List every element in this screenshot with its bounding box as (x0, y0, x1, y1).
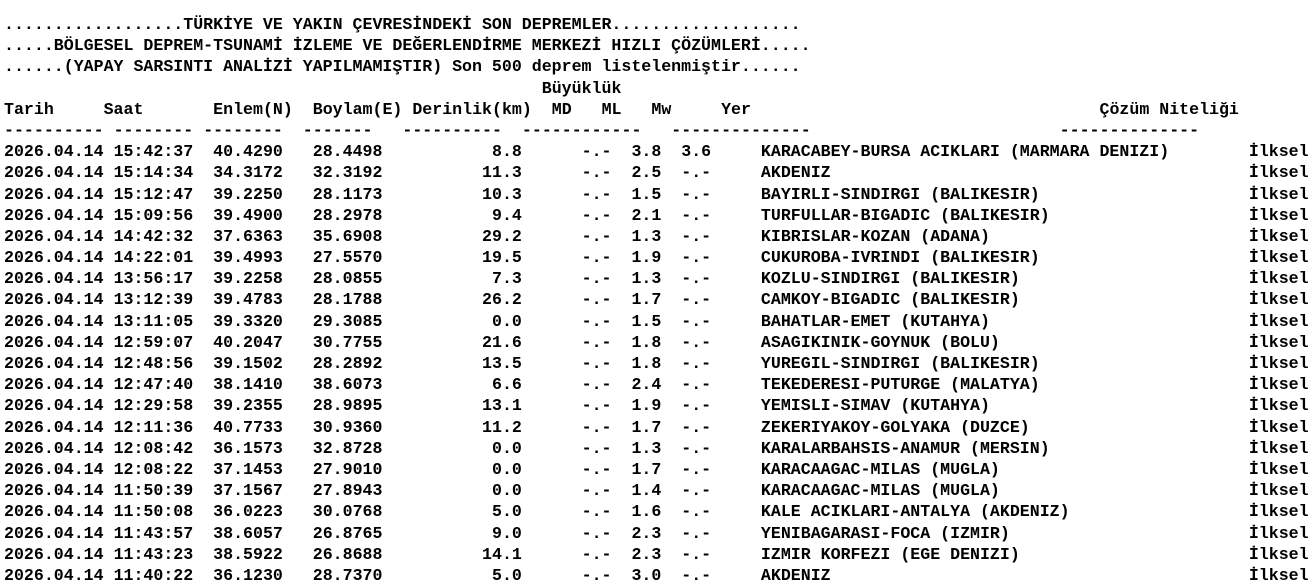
earthquake-row (4, 162, 1309, 183)
row-solution: İlksel (1248, 205, 1309, 225)
row-date: 2026.04.14 (4, 565, 104, 585)
row-ml: 1.4 (631, 481, 662, 501)
row-md: -.- (581, 438, 612, 458)
row-mw: -.- (681, 163, 712, 183)
row-ml: 2.3 (631, 544, 662, 564)
row-depth: 5.0 (382, 565, 522, 585)
row-time: 15:42:37 (113, 142, 194, 162)
row-ml: 2.1 (631, 205, 662, 225)
row-depth: 8.8 (382, 142, 522, 162)
row-lat: 39.4993 (213, 248, 283, 268)
row-md: -.- (581, 502, 612, 522)
row-md: -.- (581, 481, 612, 501)
row-place: ZEKERIYAKOY-GOLYAKA (DUZCE) (760, 417, 1249, 437)
earthquake-row (4, 374, 1309, 395)
center-name-line: .....BÖLGESEL DEPREM-TSUNAMİ İZLEME VE DEĞERLENDİRME MERKEZİ HIZLI ÇÖZÜMLERİ..... (4, 36, 811, 56)
row-date: 2026.04.14 (4, 290, 104, 310)
row-lat: 38.1410 (213, 375, 283, 395)
earthquake-row (4, 501, 1309, 522)
row-place: KALE ACIKLARI-ANTALYA (AKDENIZ) (760, 502, 1249, 522)
row-solution: İlksel (1248, 523, 1309, 543)
row-lon: 29.3085 (312, 311, 383, 331)
row-date: 2026.04.14 (4, 332, 104, 352)
row-lat: 40.7733 (213, 417, 283, 437)
row-date: 2026.04.14 (4, 523, 104, 543)
row-solution: İlksel (1248, 502, 1309, 522)
row-place: YENIBAGARASI-FOCA (IZMIR) (760, 523, 1249, 543)
row-depth: 11.3 (382, 163, 522, 183)
row-time: 12:59:07 (113, 332, 194, 352)
row-md: -.- (581, 205, 612, 225)
earthquake-row (4, 544, 1309, 565)
row-place: ASAGIKINIK-GOYNUK (BOLU) (760, 332, 1249, 352)
row-lat: 36.0223 (213, 502, 283, 522)
row-ml: 1.7 (631, 290, 662, 310)
row-place: AKDENIZ (760, 565, 1249, 585)
separator-row: ---------- -------- -------- ------- ---------- ------------ -------------- -------------- (4, 120, 1200, 140)
row-date: 2026.04.14 (4, 205, 104, 225)
row-ml: 1.8 (631, 354, 662, 373)
row-place: AKDENIZ (760, 163, 1249, 183)
row-solution: İlksel (1248, 184, 1309, 204)
row-mw: -.- (681, 396, 712, 416)
row-solution: İlksel (1248, 354, 1309, 373)
row-time: 12:47:40 (113, 375, 194, 395)
row-md: -.- (581, 311, 612, 331)
earthquake-row (4, 289, 1309, 310)
row-solution: İlksel (1248, 269, 1309, 289)
row-lat: 39.4783 (213, 290, 283, 310)
row-date: 2026.04.14 (4, 375, 104, 395)
row-mw: 3.6 (681, 142, 712, 162)
row-md: -.- (581, 290, 612, 310)
row-date: 2026.04.14 (4, 396, 104, 416)
row-time: 12:29:58 (113, 396, 194, 416)
row-place: BAYIRLI-SINDIRGI (BALIKESIR) (760, 184, 1249, 204)
title-line: ..................TÜRKİYE VE YAKIN ÇEVRESİNDEKİ SON DEPREMLER................... (4, 15, 801, 34)
row-solution: İlksel (1248, 565, 1309, 585)
row-mw: -.- (681, 544, 712, 564)
earthquake-rows (4, 141, 1309, 586)
row-time: 11:43:23 (113, 544, 194, 564)
row-lon: 27.5570 (312, 248, 383, 268)
row-lon: 32.3192 (312, 163, 383, 183)
row-date: 2026.04.14 (4, 417, 104, 437)
row-md: -.- (581, 226, 612, 246)
row-date: 2026.04.14 (4, 544, 104, 564)
row-date: 2026.04.14 (4, 163, 104, 183)
row-time: 12:08:22 (113, 459, 194, 479)
row-solution: İlksel (1248, 142, 1309, 162)
row-lon: 28.2978 (312, 205, 383, 225)
col-lat: Enlem(N) (213, 99, 293, 119)
row-lon: 28.1788 (312, 290, 383, 310)
row-ml: 1.3 (631, 226, 662, 246)
row-md: -.- (581, 544, 612, 564)
col-date: Tarih (4, 99, 54, 119)
earthquake-row (4, 459, 1309, 480)
earthquake-row (4, 480, 1309, 501)
row-mw: -.- (681, 417, 712, 437)
row-solution: İlksel (1248, 375, 1309, 395)
row-date: 2026.04.14 (4, 502, 104, 522)
row-mw: -.- (681, 269, 712, 289)
row-mw: -.- (681, 354, 712, 373)
row-md: -.- (581, 523, 612, 543)
earthquake-row (4, 184, 1309, 205)
row-time: 11:50:39 (113, 481, 194, 501)
row-lon: 28.1173 (312, 184, 383, 204)
row-lon: 26.8688 (312, 544, 383, 564)
row-time: 11:40:22 (113, 565, 194, 585)
col-mw: Mw (651, 99, 672, 119)
row-mw: -.- (681, 290, 712, 310)
row-place: KARACAAGAC-MILAS (MUGLA) (760, 459, 1249, 479)
row-lat: 39.2258 (213, 269, 283, 289)
row-ml: 1.9 (631, 396, 662, 416)
earthquake-row (4, 141, 1309, 162)
row-place: IZMIR KORFEZI (EGE DENIZI) (760, 544, 1249, 564)
row-solution: İlksel (1248, 226, 1309, 246)
col-depth: Derinlik(km) (412, 99, 532, 119)
row-depth: 0.0 (382, 311, 522, 331)
row-mw: -.- (681, 565, 712, 585)
row-lat: 37.1453 (213, 459, 283, 479)
row-depth: 21.6 (382, 332, 522, 352)
earthquake-row (4, 438, 1309, 459)
row-mw: -.- (681, 481, 712, 501)
row-time: 13:12:39 (113, 290, 194, 310)
row-lat: 38.6057 (213, 523, 283, 543)
row-lon: 28.4498 (312, 142, 383, 162)
column-header-row (4, 99, 1309, 120)
row-time: 12:11:36 (113, 417, 194, 437)
row-place: CAMKOY-BIGADIC (BALIKESIR) (760, 290, 1249, 310)
earthquake-row (4, 523, 1309, 544)
earthquake-row (4, 353, 1309, 374)
row-lon: 30.9360 (312, 417, 383, 437)
row-mw: -.- (681, 502, 712, 522)
row-time: 13:11:05 (113, 311, 194, 331)
row-lat: 39.3320 (213, 311, 283, 331)
row-time: 14:22:01 (113, 248, 194, 268)
row-lat: 39.1502 (213, 354, 283, 373)
row-lon: 28.9895 (312, 396, 383, 416)
row-time: 11:43:57 (113, 523, 194, 543)
row-depth: 0.0 (382, 459, 522, 479)
col-lon: Boylam(E) (312, 99, 403, 119)
col-place: Yer (721, 99, 751, 119)
col-time: Saat (103, 99, 144, 119)
row-date: 2026.04.14 (4, 438, 104, 458)
row-date: 2026.04.14 (4, 184, 104, 204)
row-time: 12:48:56 (113, 354, 194, 373)
magnitude-group-label: Büyüklük (541, 78, 622, 98)
row-ml: 3.0 (631, 565, 662, 585)
row-mw: -.- (681, 438, 712, 458)
row-md: -.- (581, 142, 612, 162)
row-md: -.- (581, 332, 612, 352)
row-place: BAHATLAR-EMET (KUTAHYA) (760, 311, 1249, 331)
row-depth: 6.6 (382, 375, 522, 395)
row-date: 2026.04.14 (4, 142, 104, 162)
row-date: 2026.04.14 (4, 311, 104, 331)
row-solution: İlksel (1248, 163, 1309, 183)
row-solution: İlksel (1248, 248, 1309, 268)
row-lon: 35.6908 (312, 226, 383, 246)
row-lat: 38.5922 (213, 544, 283, 564)
row-depth: 13.5 (382, 354, 522, 373)
row-solution: İlksel (1248, 438, 1309, 458)
col-solution: Çözüm Niteliği (1099, 99, 1239, 119)
earthquake-row (4, 311, 1309, 332)
row-ml: 1.6 (631, 502, 662, 522)
row-place: KOZLU-SINDIRGI (BALIKESIR) (760, 269, 1249, 289)
row-time: 14:42:32 (113, 226, 194, 246)
row-ml: 2.3 (631, 523, 662, 543)
earthquake-row (4, 395, 1309, 416)
row-place: KARACABEY-BURSA ACIKLARI (MARMARA DENIZI) (760, 142, 1249, 162)
row-lon: 30.7755 (312, 332, 383, 352)
row-depth: 13.1 (382, 396, 522, 416)
row-lat: 34.3172 (213, 163, 283, 183)
earthquake-row (4, 205, 1309, 226)
row-ml: 1.3 (631, 269, 662, 289)
row-md: -.- (581, 396, 612, 416)
earthquake-list (4, 14, 1309, 586)
row-ml: 1.8 (631, 332, 662, 352)
row-lat: 37.6363 (213, 226, 283, 246)
row-place: KARALARBAHSIS-ANAMUR (MERSIN) (760, 438, 1249, 458)
row-mw: -.- (681, 205, 712, 225)
row-mw: -.- (681, 459, 712, 479)
row-md: -.- (581, 565, 612, 585)
row-mw: -.- (681, 311, 712, 331)
earthquake-row (4, 226, 1309, 247)
row-lon: 28.7370 (312, 565, 383, 585)
row-lon: 27.9010 (312, 459, 383, 479)
row-solution: İlksel (1248, 311, 1309, 331)
row-time: 15:14:34 (113, 163, 194, 183)
row-md: -.- (581, 417, 612, 437)
row-depth: 7.3 (382, 269, 522, 289)
row-place: KARACAAGAC-MILAS (MUGLA) (760, 481, 1249, 501)
row-solution: İlksel (1248, 290, 1309, 310)
row-ml: 1.7 (631, 417, 662, 437)
row-lon: 28.0855 (312, 269, 383, 289)
col-md: MD (551, 99, 572, 119)
row-time: 15:09:56 (113, 205, 194, 225)
row-md: -.- (581, 354, 612, 373)
row-depth: 29.2 (382, 226, 522, 246)
row-md: -.- (581, 269, 612, 289)
row-ml: 1.7 (631, 459, 662, 479)
row-date: 2026.04.14 (4, 354, 104, 373)
row-md: -.- (581, 184, 612, 204)
row-mw: -.- (681, 248, 712, 268)
row-depth: 9.4 (382, 205, 522, 225)
row-depth: 19.5 (382, 248, 522, 268)
row-md: -.- (581, 163, 612, 183)
row-time: 12:08:42 (113, 438, 194, 458)
magnitude-group-header (4, 78, 1309, 99)
earthquake-row (4, 268, 1309, 289)
row-depth: 11.2 (382, 417, 522, 437)
row-time: 15:12:47 (113, 184, 194, 204)
row-mw: -.- (681, 375, 712, 395)
row-lat: 40.4290 (213, 142, 283, 162)
row-time: 11:50:08 (113, 502, 194, 522)
row-lat: 36.1230 (213, 565, 283, 585)
row-place: KIBRISLAR-KOZAN (ADANA) (760, 226, 1249, 246)
row-ml: 1.5 (631, 311, 662, 331)
row-mw: -.- (681, 523, 712, 543)
row-date: 2026.04.14 (4, 248, 104, 268)
row-lon: 32.8728 (312, 438, 383, 458)
note-line: ......(YAPAY SARSINTI ANALİZİ YAPILMAMIŞTIR) Son 500 deprem listelenmiştir...... (4, 57, 801, 77)
row-lat: 39.4900 (213, 205, 283, 225)
earthquake-row (4, 332, 1309, 353)
row-lat: 40.2047 (213, 332, 283, 352)
row-date: 2026.04.14 (4, 269, 104, 289)
row-solution: İlksel (1248, 544, 1309, 564)
row-ml: 2.5 (631, 163, 662, 183)
row-place: YEMISLI-SIMAV (KUTAHYA) (760, 396, 1249, 416)
row-depth: 0.0 (382, 438, 522, 458)
row-depth: 5.0 (382, 502, 522, 522)
row-time: 13:56:17 (113, 269, 194, 289)
row-lat: 39.2250 (213, 184, 283, 204)
row-md: -.- (581, 248, 612, 268)
row-depth: 10.3 (382, 184, 522, 204)
row-lat: 36.1573 (213, 438, 283, 458)
col-ml: ML (601, 99, 622, 119)
row-lon: 28.2892 (312, 354, 383, 373)
row-depth: 0.0 (382, 481, 522, 501)
row-ml: 2.4 (631, 375, 662, 395)
earthquake-row (4, 247, 1309, 268)
row-depth: 26.2 (382, 290, 522, 310)
earthquake-row (4, 417, 1309, 438)
row-place: TURFULLAR-BIGADIC (BALIKESIR) (760, 205, 1249, 225)
row-lat: 39.2355 (213, 396, 283, 416)
row-date: 2026.04.14 (4, 226, 104, 246)
row-place: CUKUROBA-IVRINDI (BALIKESIR) (760, 248, 1249, 268)
row-mw: -.- (681, 184, 712, 204)
row-place: YUREGIL-SINDIRGI (BALIKESIR) (760, 354, 1249, 373)
row-ml: 3.8 (631, 142, 662, 162)
earthquake-row (4, 565, 1309, 586)
row-depth: 14.1 (382, 544, 522, 564)
row-lat: 37.1567 (213, 481, 283, 501)
row-ml: 1.5 (631, 184, 662, 204)
row-md: -.- (581, 459, 612, 479)
row-solution: İlksel (1248, 481, 1309, 501)
row-date: 2026.04.14 (4, 459, 104, 479)
row-mw: -.- (681, 332, 712, 352)
row-depth: 9.0 (382, 523, 522, 543)
row-solution: İlksel (1248, 332, 1309, 352)
row-lon: 26.8765 (312, 523, 383, 543)
row-ml: 1.9 (631, 248, 662, 268)
row-place: TEKEDERESI-PUTURGE (MALATYA) (760, 375, 1249, 395)
row-ml: 1.3 (631, 438, 662, 458)
row-solution: İlksel (1248, 396, 1309, 416)
row-lon: 27.8943 (312, 481, 383, 501)
row-md: -.- (581, 375, 612, 395)
row-solution: İlksel (1248, 417, 1309, 437)
row-mw: -.- (681, 226, 712, 246)
row-lon: 38.6073 (312, 375, 383, 395)
row-lon: 30.0768 (312, 502, 383, 522)
row-date: 2026.04.14 (4, 481, 104, 501)
row-solution: İlksel (1248, 459, 1309, 479)
